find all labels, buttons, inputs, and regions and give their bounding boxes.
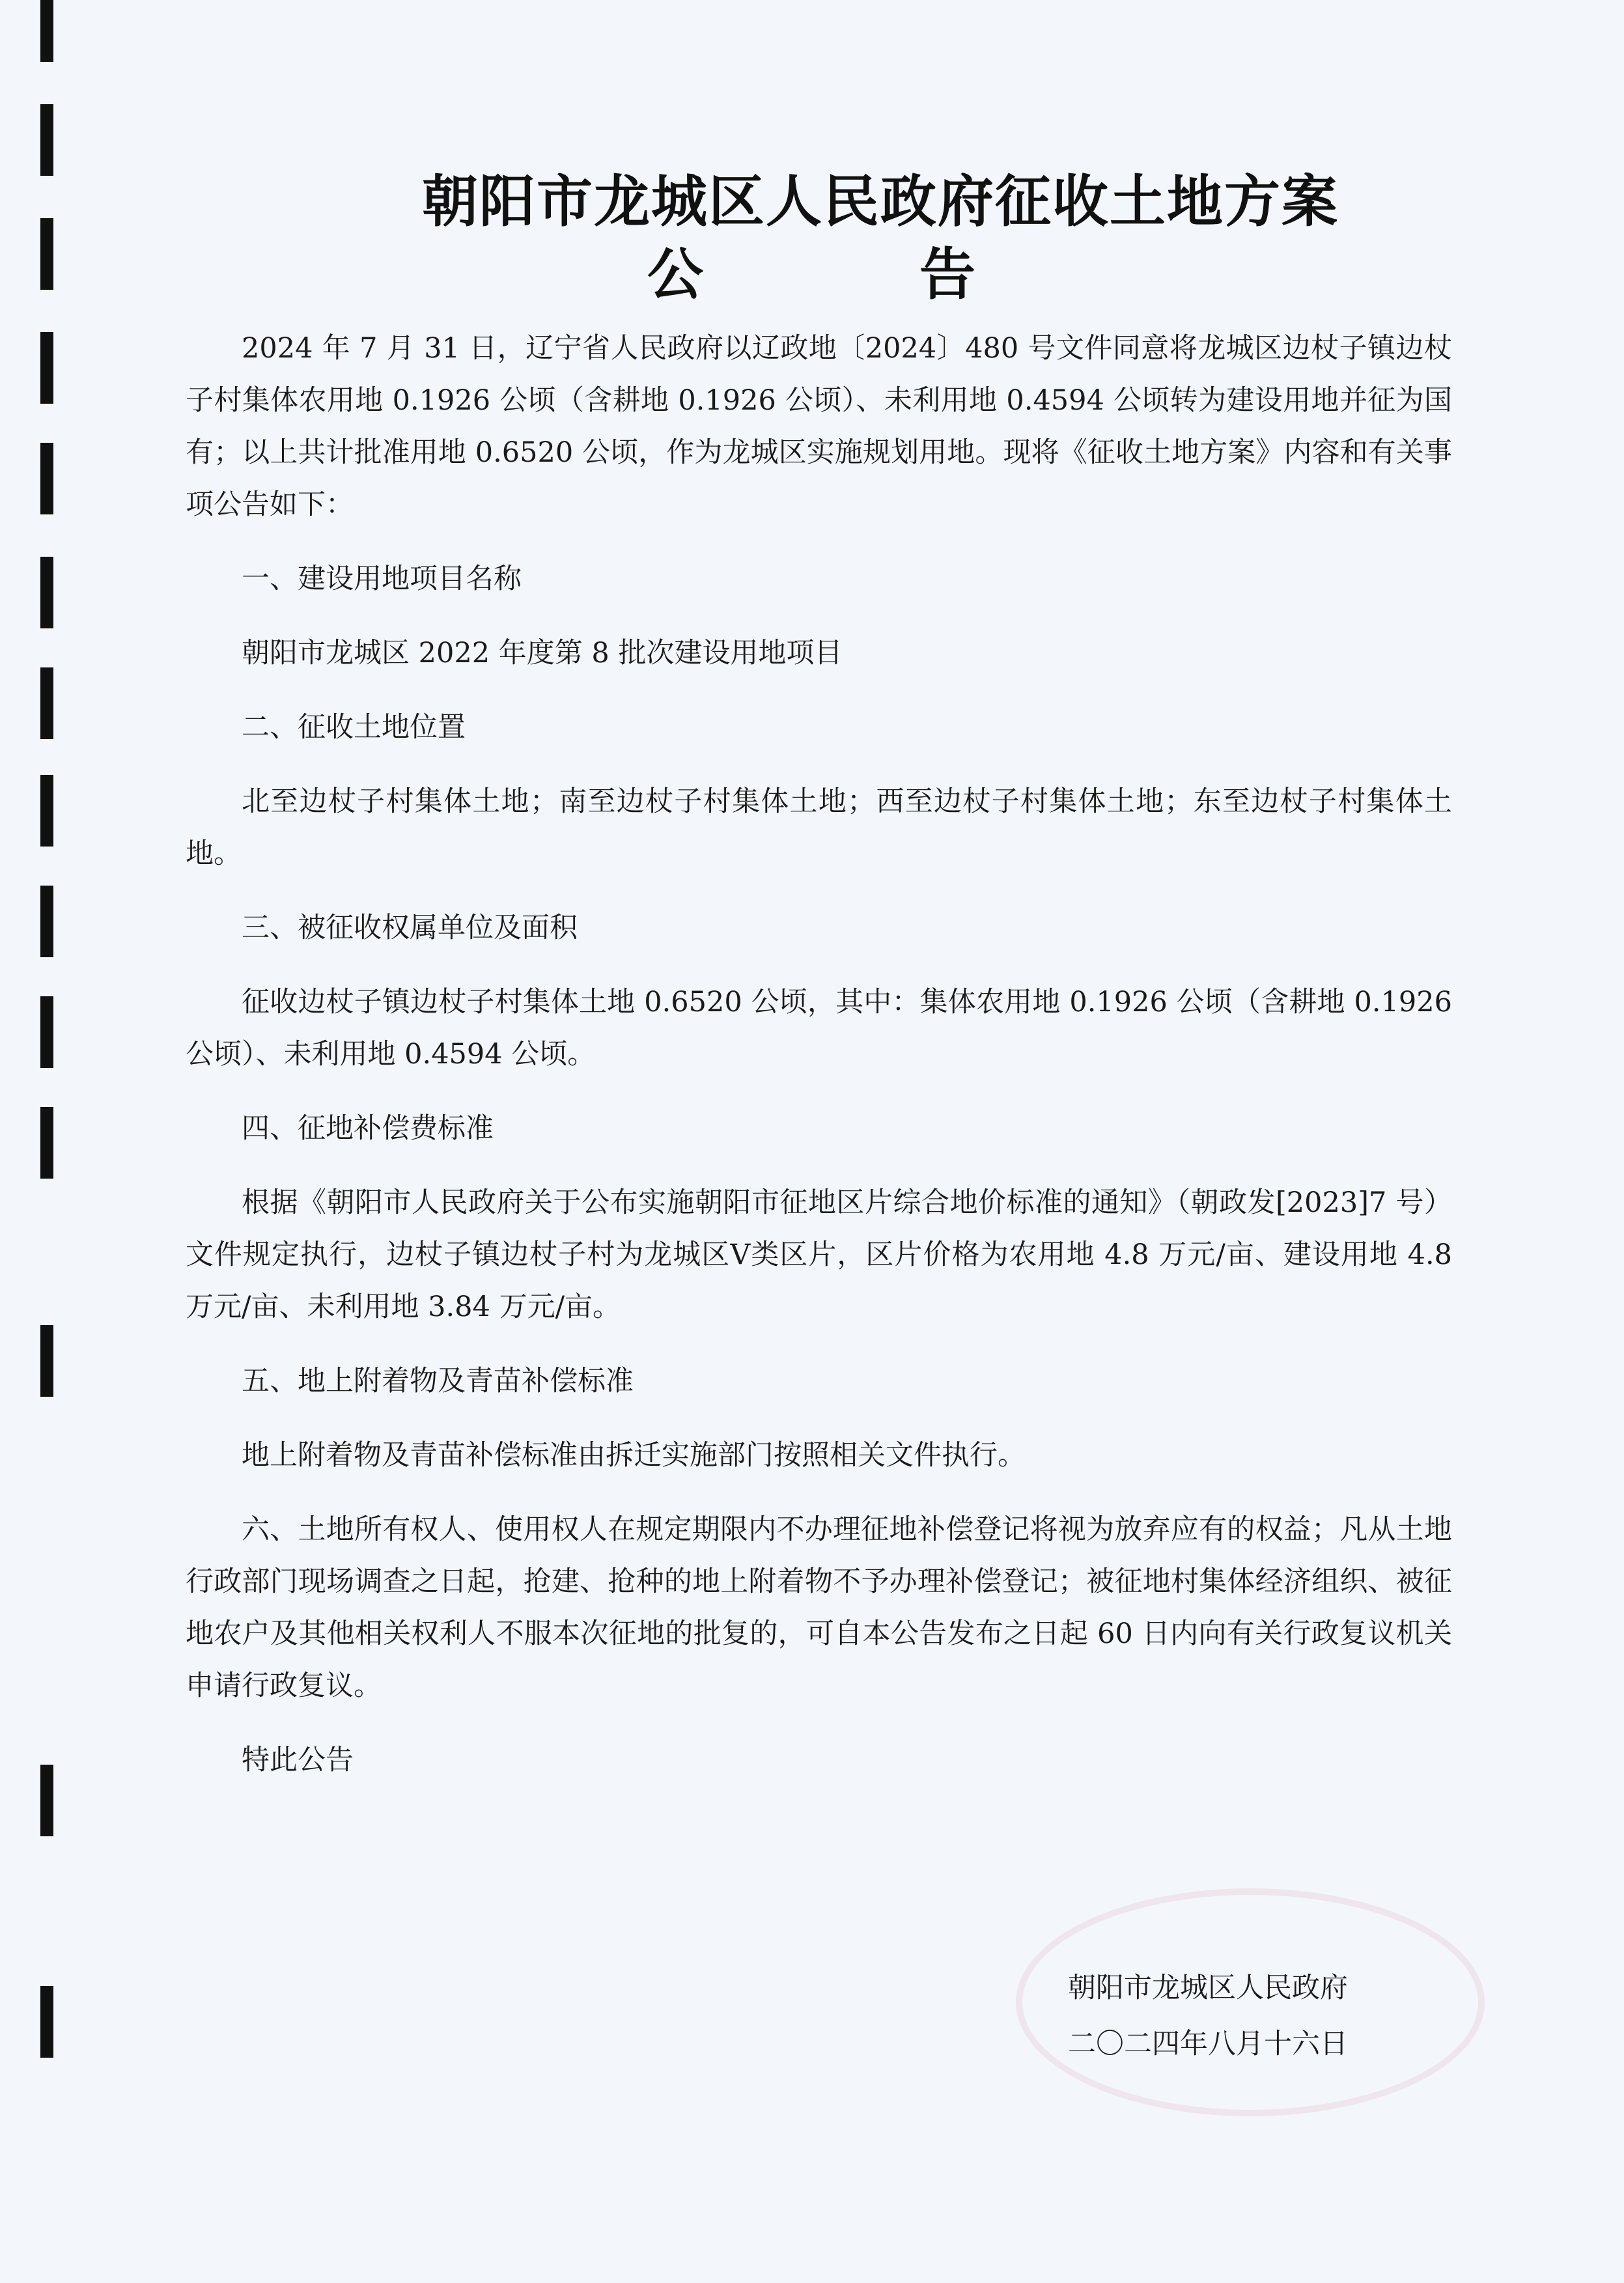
binding-mark xyxy=(40,775,53,847)
binding-mark xyxy=(40,443,53,514)
closing-text: 特此公告 xyxy=(242,1744,354,1776)
binding-mark xyxy=(40,886,53,957)
binding-mark xyxy=(40,1325,53,1397)
binding-mark xyxy=(40,996,53,1068)
section-heading: 二、征收土地位置 xyxy=(242,711,466,744)
signature-date: 二〇二四年八月十六日 xyxy=(1068,2028,1348,2060)
section-text: 六、土地所有权人、使用权人在规定期限内不办理征地补偿登记将视为放弃应有的权益；凡从土地行政部门现场调查之日起，抢建、抢种的地上附着物不予办理补偿登记；被征地村集体经济组织、被征地农户及其他相关权利人不服本次征地的批复的，可自本公告发布之日起 60 日内向有关行政复议机关申请行政复议。 xyxy=(186,1513,1452,1702)
intro-paragraph: 2024 年 7 月 31 日，辽宁省人民政府以辽政地〔2024〕480 号文件同意将龙城区边杖子镇边杖子村集体农用地 0.1926 公顷（含耕地 0.1926 公顷）、未利用地 0.4594 公顷转为建设用地并征为国有；以上共计批准用地 0.6520 公顷，作为龙城区实施规划用地。现将《征收土地方案》内容和有关事项公告如下： xyxy=(186,332,1452,521)
signature-org: 朝阳市龙城区人民政府 xyxy=(1068,1972,1348,2004)
binding-mark xyxy=(40,667,53,739)
signature-block xyxy=(1068,1960,1348,2072)
section-text: 朝阳市龙城区 2022 年度第 8 批次建设用地项目 xyxy=(242,637,843,669)
section-text: 征收边杖子镇边杖子村集体土地 0.6520 公顷，其中：集体农用地 0.1926 公顷（含耕地 0.1926 公顷）、未利用地 0.4594 公顷。 xyxy=(186,986,1452,1071)
section-heading: 三、被征收权属单位及面积 xyxy=(242,912,578,944)
section-heading: 一、建设用地项目名称 xyxy=(242,563,522,595)
document-subtitle xyxy=(0,229,1624,310)
document-title: 朝阳市龙城区人民政府征收土地方案 xyxy=(422,169,1339,234)
section-heading: 五、地上附着物及青苗补偿标准 xyxy=(242,1365,634,1397)
subtitle-char: 公 xyxy=(647,242,705,307)
binding-mark xyxy=(40,1107,53,1179)
binding-mark xyxy=(40,0,53,62)
section-text: 根据《朝阳市人民政府关于公布实施朝阳市征地区片综合地价标准的通知》（朝政发[2023]7 号）文件规定执行，边杖子镇边杖子村为龙城区Ⅴ类区片，区片价格为农用地 4.8 万元/亩、建设用地 4.8 万元/亩、未利用地 3.84 万元/亩。 xyxy=(186,1186,1452,1323)
binding-mark xyxy=(40,1986,53,2058)
section-text: 北至边杖子村集体土地；南至边杖子村集体土地；西至边杖子村集体土地；东至边杖子村集体土地。 xyxy=(186,785,1452,870)
section-text: 地上附着物及青苗补偿标准由拆迁实施部门按照相关文件执行。 xyxy=(242,1439,1026,1472)
document-body xyxy=(186,322,1452,1786)
subtitle-char: 告 xyxy=(919,242,977,307)
binding-mark xyxy=(40,557,53,628)
section-heading: 四、征地补偿费标准 xyxy=(242,1112,494,1145)
binding-mark xyxy=(40,332,53,404)
binding-mark xyxy=(40,1765,53,1836)
